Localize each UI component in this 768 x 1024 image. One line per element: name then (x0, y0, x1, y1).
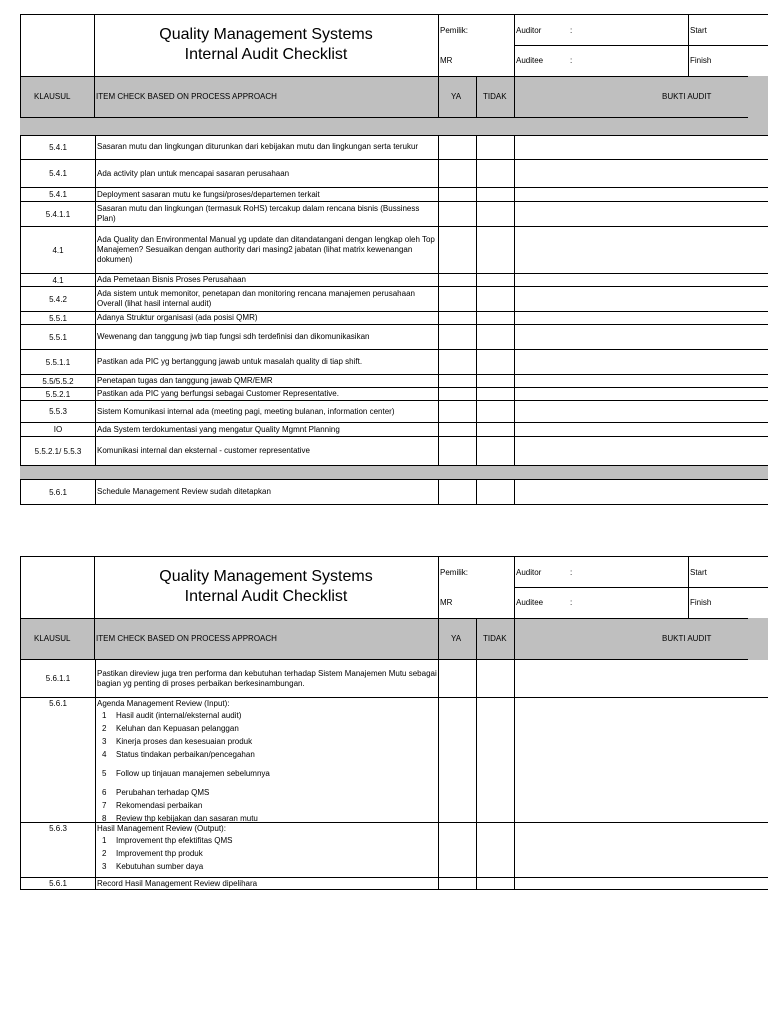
table-row (20, 135, 768, 160)
klausul-cell: 5.6.3 (20, 823, 95, 877)
col-klausul: KLAUSUL (34, 92, 71, 101)
item-cell: Record Hasil Management Review dipelihara (97, 878, 258, 888)
title-line-2: Internal Audit Checklist (184, 588, 348, 605)
klausul-cell: 5.6.1.1 (20, 660, 95, 697)
auditor-colon: : (570, 26, 573, 35)
item-cell: Ada Pemetaan Bisnis Proses Perusahaan (97, 275, 246, 284)
klausul-cell: 5.5/5.5.2 (20, 375, 95, 387)
klausul-cell: 5.4.1 (20, 160, 95, 187)
klausul-cell: IO (20, 423, 95, 436)
item-cell: Pastikan ada PIC yang berfungsi sebagai Customer Representative. (97, 389, 339, 398)
right-edge-shade (748, 76, 768, 118)
klausul-cell: 5.5.1 (20, 312, 95, 324)
finish-label: Finish (690, 56, 712, 65)
auditor-label: Auditor (516, 26, 542, 35)
sheet-header (20, 556, 768, 618)
section-divider (20, 118, 768, 135)
klausul-cell: 5.5.2.1/ 5.5.3 (20, 437, 95, 465)
table-row (20, 227, 768, 274)
col-tidak: TIDAK (483, 634, 507, 643)
start-label: Start (690, 568, 707, 577)
item-cell: Penetapan tugas dan tanggung jawab QMR/EMR (97, 376, 273, 385)
list-item: 8 Review thp kebijakan dan sasaran mutu (102, 814, 258, 823)
auditor-label: Auditor (516, 568, 542, 577)
klausul-cell: 5.5.2.1 (20, 388, 95, 400)
document-title (94, 14, 438, 76)
list-item: 1 Improvement thp efektifitas QMS (102, 836, 233, 845)
table-row (20, 480, 768, 505)
table-row (20, 375, 768, 388)
table-row (20, 287, 768, 312)
table-row (20, 350, 768, 375)
col-item: ITEM CHECK BASED ON PROCESS APPROACH (96, 92, 277, 101)
list-item: 1 Hasil audit (internal/eksternal audit) (102, 711, 242, 720)
list-item: 3 Kebutuhan sumber daya (102, 862, 204, 871)
table-row (20, 437, 768, 466)
column-header-row (20, 618, 768, 660)
item-cell: Ada sistem untuk memonitor, penetapan dan monitoring rencana manajemen perusahaan Overall (lihat hasil internal audit) (97, 289, 415, 308)
klausul-cell: 5.4.1 (20, 188, 95, 201)
klausul-cell: 5.4.1.1 (20, 202, 95, 226)
table-row (20, 660, 768, 698)
table-row (20, 401, 768, 423)
col-klausul: KLAUSUL (34, 634, 71, 643)
table-row (20, 188, 768, 202)
col-tidak: TIDAK (483, 92, 507, 101)
klausul-cell: 5.6.1 (20, 698, 95, 822)
output-title: Hasil Management Review (Output): (97, 824, 226, 833)
item-cell: Pastikan direview juga tren performa dan kebutuhan terhadap Sistem Manajemen Mutu sebagai bagian yg penting di proses perbaikan berkesinambungan. (97, 668, 437, 688)
item-cell: Sasaran mutu dan lingkungan diturunkan dari kebijakan mutu dan lingkungan serta terukur (97, 142, 419, 151)
klausul-cell: 5.6.1 (20, 878, 95, 889)
klausul-cell: 5.4.2 (20, 287, 95, 311)
table-row (20, 388, 768, 401)
col-bukti-audit: BUKTI AUDIT (662, 92, 712, 101)
finish-label: Finish (690, 598, 712, 607)
item-cell: Ada activity plan untuk mencapai sasaran perusahaan (97, 168, 290, 178)
item-cell: Komunikasi internal dan eksternal - customer representative (97, 446, 310, 455)
list-item: 7 Rekomendasi perbaikan (102, 801, 203, 810)
item-cell: Sasaran mutu dan lingkungan (termasuk RoHS) tercakup dalam rencana bisnis (Bussiness Plan) (97, 204, 420, 223)
list-item: 2 Improvement thp produk (102, 849, 203, 858)
list-item: 2 Keluhan dan Kepuasan pelanggan (102, 724, 239, 733)
table-row (20, 878, 768, 890)
start-label: Start (690, 26, 707, 35)
output-row (20, 823, 768, 878)
list-item: 3 Kinerja proses dan kesesuaian produk (102, 737, 253, 746)
table-row (20, 160, 768, 188)
item-cell: Adanya Struktur organisasi (ada posisi QMR) (97, 313, 258, 322)
auditor-colon: : (570, 568, 573, 577)
col-bukti-audit: BUKTI AUDIT (662, 634, 712, 643)
agenda-row (20, 698, 768, 823)
item-cell: Ada Quality dan Environmental Manual yg update dan ditandatangani dengan lengkap oleh Top Manajemen? Sesuaikan dengan authority dari masing2 jabatan (lihat matrix kewenangan dokumen) (97, 235, 435, 264)
table-row (20, 202, 768, 227)
title-line-2: Internal Audit Checklist (184, 46, 348, 63)
sheet-header (20, 14, 768, 76)
item-cell: Sistem Komunikasi internal ada (meeting pagi, meeting bulanan, information center) (97, 406, 395, 416)
mr-label: MR (440, 598, 453, 607)
item-cell: Pastikan ada PIC yg bertanggung jawab untuk masalah quality di tiap shift. (97, 357, 363, 366)
pemilik-label: Pemilik: (440, 568, 469, 577)
klausul-cell: 5.5.3 (20, 401, 95, 422)
mr-label: MR (440, 56, 453, 65)
auditee-colon: : (570, 598, 573, 607)
klausul-cell: 4.1 (20, 274, 95, 286)
list-item: 4 Status tindakan perbaikan/pencegahan (102, 750, 255, 759)
table-row (20, 325, 768, 350)
table-row (20, 423, 768, 437)
right-edge-shade (748, 618, 768, 660)
auditee-label: Auditee (516, 598, 544, 607)
title-line-1: Quality Management Systems (159, 568, 373, 585)
item-cell: Deployment sasaran mutu ke fungsi/proses/departemen terkait (97, 189, 320, 199)
auditee-label: Auditee (516, 56, 544, 65)
pemilik-label: Pemilik: (440, 26, 469, 35)
item-cell: Wewenang dan tanggung jwb tiap fungsi sdh terdefinisi dan dikomunikasikan (97, 332, 370, 341)
title-line-1: Quality Management Systems (159, 26, 373, 43)
table-row (20, 274, 768, 287)
klausul-cell: 5.4.1 (20, 135, 95, 159)
agenda-title: Agenda Management Review (Input): (97, 699, 230, 708)
auditee-colon: : (570, 56, 573, 65)
klausul-cell: 5.5.1.1 (20, 350, 95, 374)
klausul-cell: 5.5.1 (20, 325, 95, 349)
list-item: 6 Perubahan terhadap QMS (102, 788, 210, 797)
col-ya: YA (451, 634, 462, 643)
item-cell: Schedule Management Review sudah ditetapkan (97, 487, 271, 496)
item-cell: Ada System terdokumentasi yang mengatur Quality Mgmnt Planning (97, 424, 340, 434)
section-divider (20, 466, 768, 480)
klausul-cell: 5.6.1 (20, 480, 95, 504)
klausul-cell: 4.1 (20, 227, 95, 273)
col-item: ITEM CHECK BASED ON PROCESS APPROACH (96, 634, 277, 643)
col-ya: YA (451, 92, 462, 101)
column-header-row (20, 76, 768, 118)
document-title (94, 556, 438, 618)
list-item: 5 Follow up tinjauan manajemen sebelumnya (102, 769, 270, 778)
table-row (20, 312, 768, 325)
